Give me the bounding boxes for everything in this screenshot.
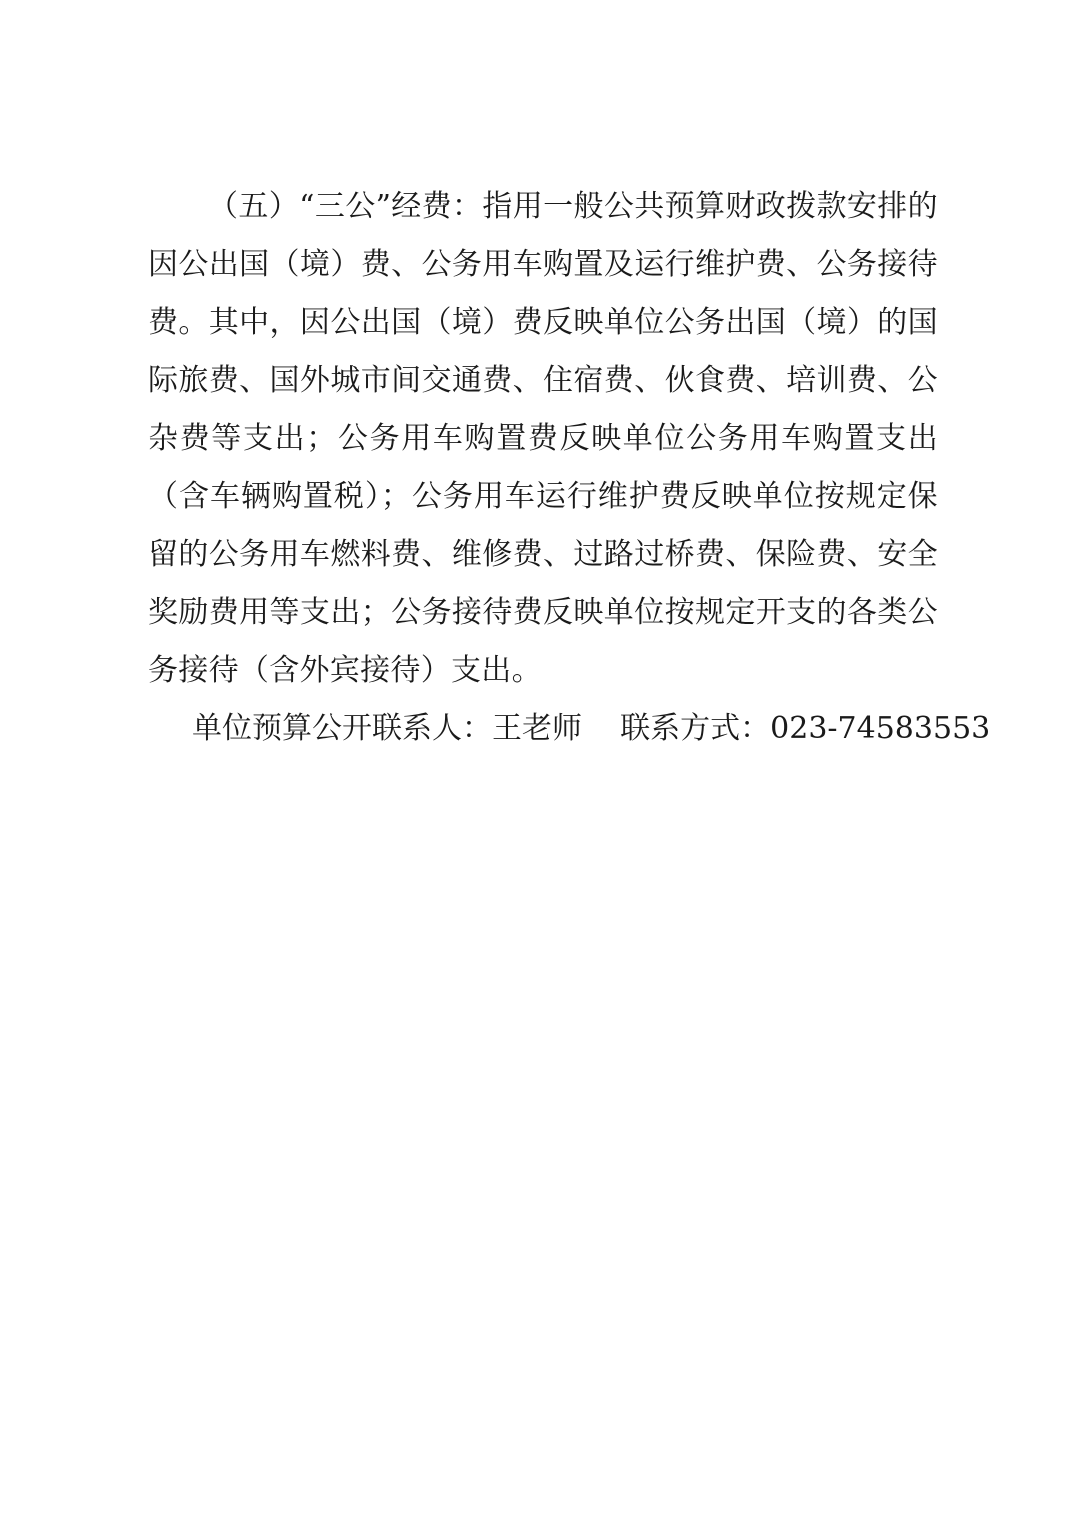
page-content — [148, 178, 991, 758]
body-paragraph: （五）“三公”经费：指用一般公共预算财政拨款安排的因公出国（境）费、公务用车购置及运行维护费、公务接待费。其中，因公出国（境）费反映单位公务出国（境）的国际旅费、国外城市间交通费、住宿费、伙食费、培训费、公杂费等支出；公务用车购置费反映单位公务用车购置支出（含车辆购置税）；公务用车运行维护费反映单位按规定保留的公务用车燃料费、维修费、过路过桥费、保险费、安全奖励费用等支出；公务接待费反映单位按规定开支的各类公务接待（含外宾接待）支出。 — [148, 189, 938, 688]
contact-line: 单位预算公开联系人：王老师 联系方式：023-74583553 — [192, 711, 991, 746]
